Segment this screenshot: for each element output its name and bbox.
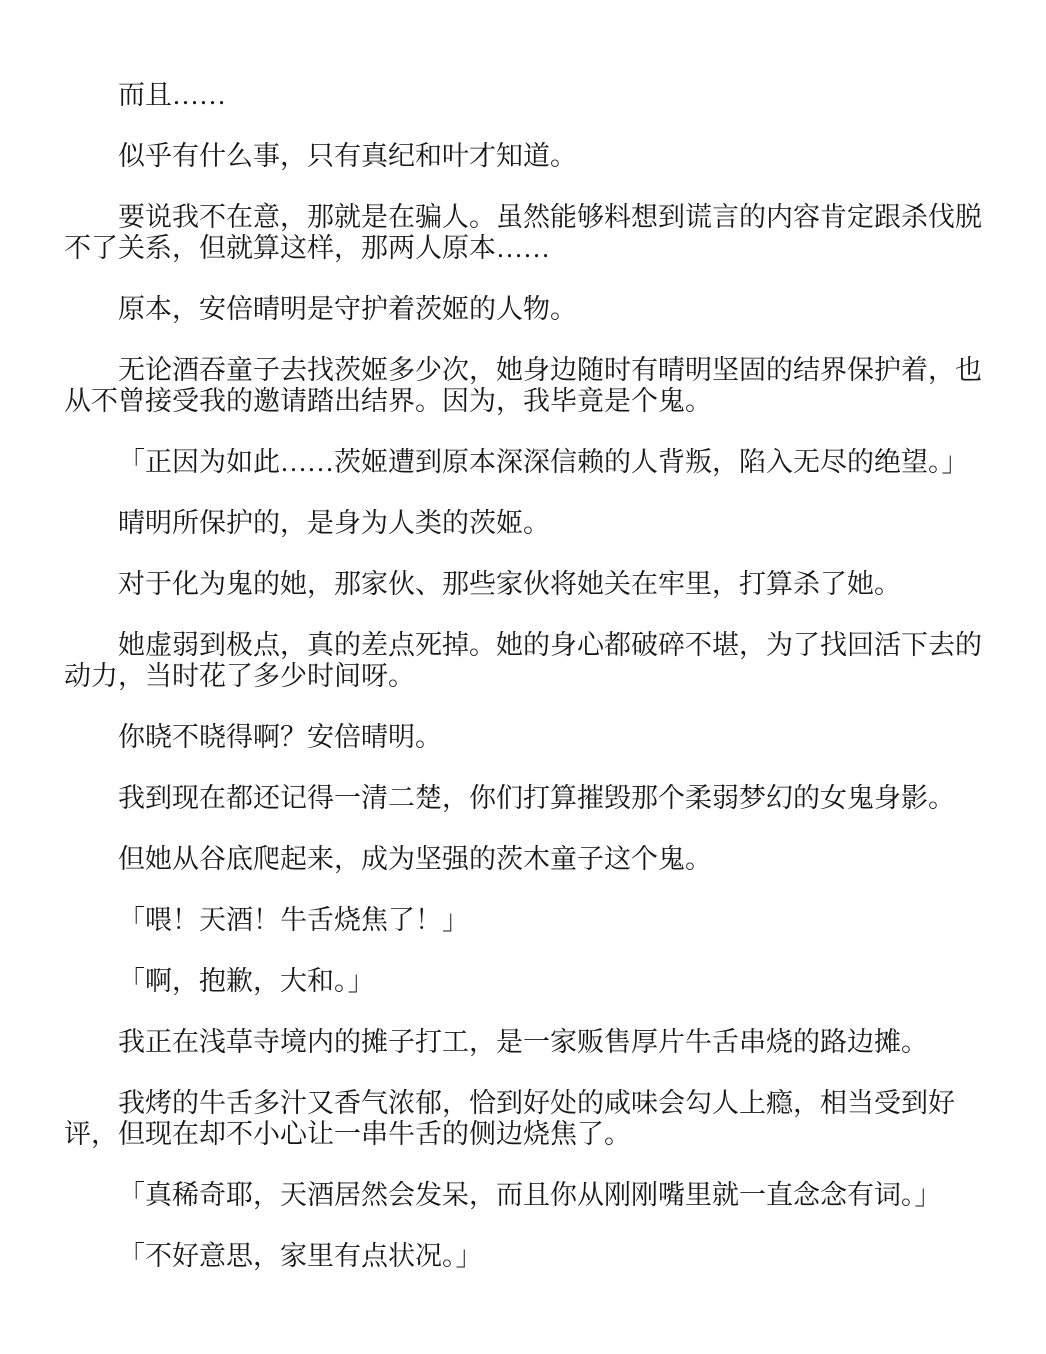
paragraph-3: 要说我不在意，那就是在骗人。虽然能够料想到谎言的内容肯定跟杀伐脱不了关系，但就算这样，那两人原本…… <box>64 202 982 263</box>
paragraph-11: 我到现在都还记得一清二楚，你们打算摧毁那个柔弱梦幻的女鬼身影。 <box>118 783 955 813</box>
paragraph-2: 似乎有什么事，只有真纪和叶才知道。 <box>118 141 577 171</box>
paragraph-4: 原本，安倍晴明是守护着茨姬的人物。 <box>118 294 577 324</box>
paragraph-17: 「真稀奇耶，天酒居然会发呆，而且你从刚刚嘴里就一直念念有词。」 <box>118 1180 942 1210</box>
paragraph-1: 而且…… <box>118 80 226 110</box>
paragraph-13: 「喂！天酒！牛舌烧焦了！」 <box>118 905 469 935</box>
paragraph-10: 你晓不晓得啊？安倍晴明。 <box>118 722 442 752</box>
paragraph-9: 她虚弱到极点，真的差点死掉。她的身心都破碎不堪，为了找回活下去的动力，当时花了多少时间呀。 <box>64 630 982 691</box>
paragraph-14: 「啊，抱歉，大和。」 <box>118 966 375 996</box>
paragraph-7: 晴明所保护的，是身为人类的茨姬。 <box>118 508 550 538</box>
paragraph-8: 对于化为鬼的她，那家伙、那些家伙将她关在牢里，打算杀了她。 <box>118 569 901 599</box>
paragraph-6: 「正因为如此……茨姬遭到原本深深信赖的人背叛，陷入无尽的绝望。」 <box>118 447 969 477</box>
paragraph-15: 我正在浅草寺境内的摊子打工，是一家贩售厚片牛舌串烧的路边摊。 <box>118 1027 928 1057</box>
paragraph-12: 但她从谷底爬起来，成为坚强的茨木童子这个鬼。 <box>118 844 712 874</box>
paragraph-18: 「不好意思，家里有点状况。」 <box>118 1241 483 1271</box>
paragraph-5: 无论酒吞童子去找茨姬多少次，她身边随时有晴明坚固的结界保护着，也从不曾接受我的邀请踏出结界。因为，我毕竟是个鬼。 <box>64 355 982 416</box>
page-text <box>64 80 982 1272</box>
paragraph-16: 我烤的牛舌多汁又香气浓郁，恰到好处的咸味会勾人上瘾，相当受到好评，但现在却不小心让一串牛舌的侧边烧焦了。 <box>64 1088 955 1149</box>
